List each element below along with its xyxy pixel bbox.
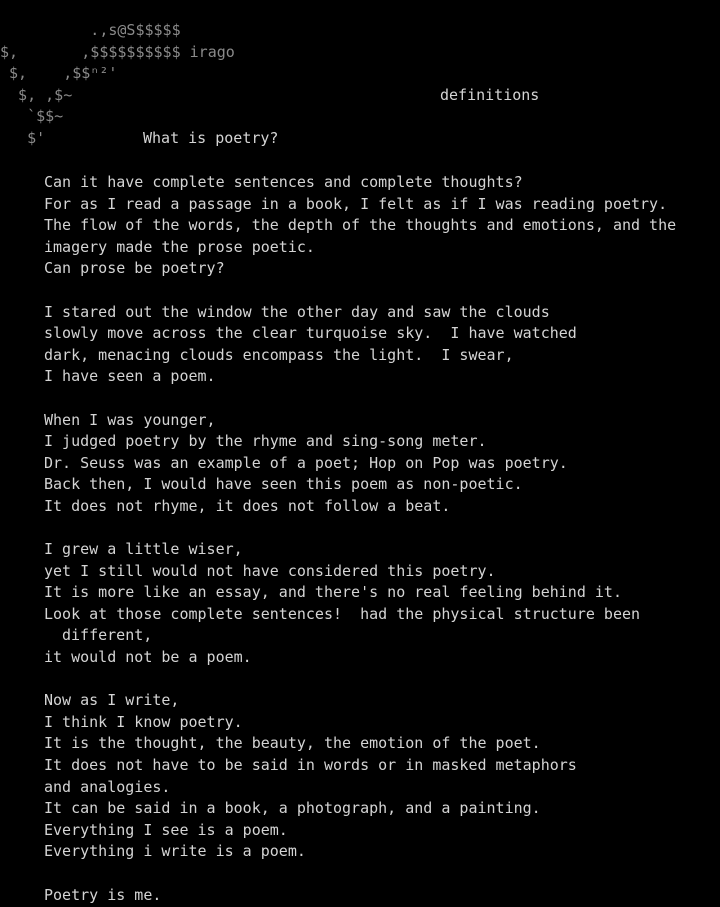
stanza-break [44, 388, 714, 410]
poem-line: slowly move across the clear turquoise sky. I have watched [44, 324, 577, 343]
ascii-art-line: .,s@S$$$$$ [0, 21, 181, 39]
poem-line: Back then, I would have seen this poem as non-poetic. [44, 475, 523, 494]
poem-line: It does not rhyme, it does not follow a beat. [44, 496, 451, 515]
poem-line: I have seen a poem. [44, 367, 216, 386]
poem-body [44, 172, 714, 906]
stanza-break [44, 518, 714, 540]
poem-line: and analogies. [44, 777, 171, 796]
section-title: definitions [440, 86, 540, 104]
poem-line: I grew a little wiser, [44, 540, 243, 559]
poem-line: I stared out the window the other day and saw the clouds [44, 302, 550, 321]
poem-line: It can be said in a book, a photograph, and a painting. [44, 799, 541, 818]
poem-line: It does not have to be said in words or in masked metaphors [44, 756, 577, 775]
ascii-art-line: $, ,$~ [0, 85, 73, 104]
poem-line: imagery made the prose poetic. [44, 237, 315, 256]
poem-line: Now as I write, [44, 691, 180, 710]
poem-line: The flow of the words, the depth of the thoughts and emotions, and the [44, 216, 677, 235]
ascii-art-line: `$$~ [0, 107, 64, 126]
poem-line: I think I know poetry. [44, 712, 243, 731]
poem-line: Dr. Seuss was an example of a poet; Hop on Pop was poetry. [44, 453, 568, 472]
poem-line: dark, menacing clouds encompass the light. I swear, [44, 345, 514, 364]
poem-line: It is more like an essay, and there's no real feeling behind it. [44, 583, 622, 602]
poem-line: Everything i write is a poem. [44, 842, 306, 861]
poem-line: Everything I see is a poem. [44, 820, 288, 839]
ascii-art-line: $, ,$$ⁿ²' [0, 64, 118, 83]
poem-title: What is poetry? [143, 129, 279, 147]
poem-line: different, [62, 626, 153, 645]
ascii-art-line: $' [0, 128, 46, 147]
poem-line: Can it have complete sentences and complete thoughts? [44, 173, 523, 191]
poem-line: It is the thought, the beauty, the emotion of the poet. [44, 734, 541, 753]
poem-line: Poetry is me. [44, 885, 162, 904]
poem-line: Can prose be poetry? [44, 259, 225, 278]
poem-line: yet I still would not have considered this poetry. [44, 561, 496, 580]
poem-line: I judged poetry by the rhyme and sing-song meter. [44, 432, 487, 451]
ascii-art-line: $, ,$$$$$$$$$$ irago [0, 42, 235, 61]
poem-line: it would not be a poem. [44, 648, 252, 667]
poem-line: When I was younger, [44, 410, 216, 429]
stanza-break [44, 669, 714, 691]
stanza-break [44, 280, 714, 302]
stanza-break [44, 863, 714, 885]
poem-line: For as I read a passage in a book, I felt as if I was reading poetry. [44, 194, 668, 213]
poem-line: Look at those complete sentences! had the physical structure been [44, 604, 641, 623]
